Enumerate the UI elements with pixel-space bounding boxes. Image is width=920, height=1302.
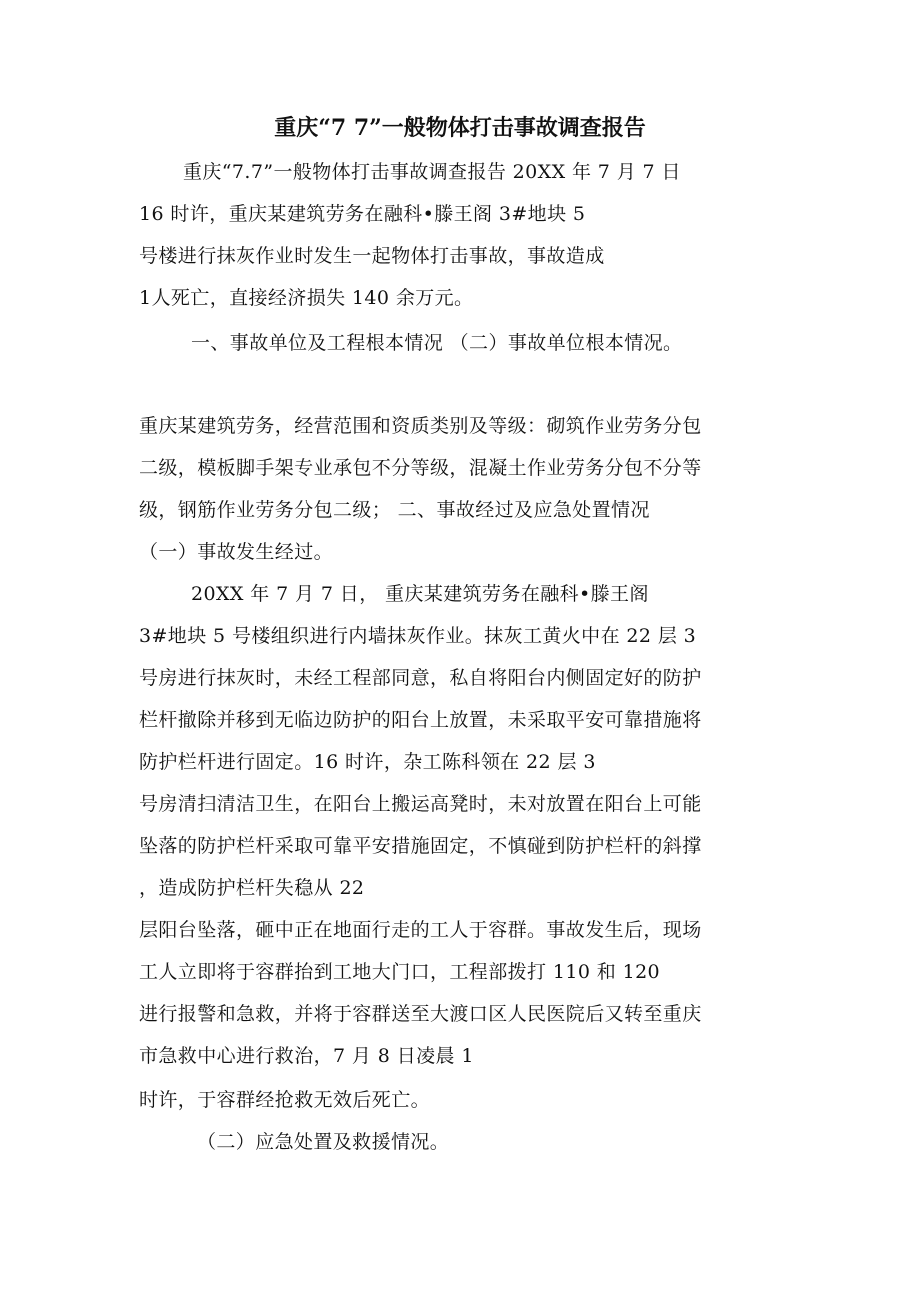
text-line: 1人死亡，直接经济损失 140 余万元。: [139, 287, 474, 309]
text-line: 号房进行抹灰时，未经工程部同意，私自将阳台内侧固定好的防护: [139, 667, 702, 689]
text-line: 号楼进行抹灰作业时发生一起物体打击事故，事故造成: [139, 245, 605, 267]
text-line: 层阳台坠落，砸中正在地面行走的工人于容群。事故发生后，现场: [139, 919, 702, 941]
text-line: 号房清扫清洁卫生，在阳台上搬运高凳时，未对放置在阳台上可能: [139, 793, 702, 815]
text-line: 重庆“7.7”一般物体打击事故调查报告 20XX 年 7 月 7 日: [183, 161, 681, 183]
section-heading: （二）应急处置及救援情况。: [197, 1131, 450, 1153]
text-line: 栏杆撤除并移到无临边防护的阳台上放置，未采取平安可靠措施将: [139, 709, 702, 731]
text-line: 重庆某建筑劳务，经营范围和资质类别及等级：砌筑作业劳务分包: [139, 415, 702, 437]
text-line: 进行报警和急救，并将于容群送至大渡口区人民医院后又转至重庆: [139, 1003, 702, 1025]
text-line: 16 时许，重庆某建筑劳务在融科•滕王阁 3#地块 5: [139, 203, 586, 225]
text-line: 二级，模板脚手架专业承包不分等级，混凝土作业劳务分包不分等: [139, 457, 702, 479]
text-line: ，造成防护栏杆失稳从 22: [139, 877, 365, 899]
text-line: 工人立即将于容群抬到工地大门口，工程部拨打 110 和 120: [139, 961, 661, 983]
text-line: 3#地块 5 号楼组织进行内墙抹灰作业。抹灰工黄火中在 22 层 3: [139, 625, 697, 647]
text-line: 20XX 年 7 月 7 日， 重庆某建筑劳务在融科•滕王阁: [191, 583, 649, 605]
document-title: 重庆“7 7”一般物体打击事故调查报告: [274, 115, 646, 141]
text-line: 坠落的防护栏杆采取可靠平安措施固定，不慎碰到防护栏杆的斜撑: [139, 835, 702, 857]
text-line: 市急救中心进行救治，7 月 8 日凌晨 1: [139, 1045, 474, 1067]
section-heading: 一、事故单位及工程根本情况 （二）事故单位根本情况。: [191, 332, 683, 354]
text-line: 时许，于容群经抢救无效后死亡。: [139, 1089, 431, 1111]
text-line: 防护栏杆进行固定。16 时许，杂工陈科领在 22 层 3: [139, 751, 596, 773]
text-line: 级，钢筋作业劳务分包二级； 二、事故经过及应急处置情况: [139, 499, 650, 521]
section-heading: （一）事故发生经过。: [139, 541, 334, 563]
